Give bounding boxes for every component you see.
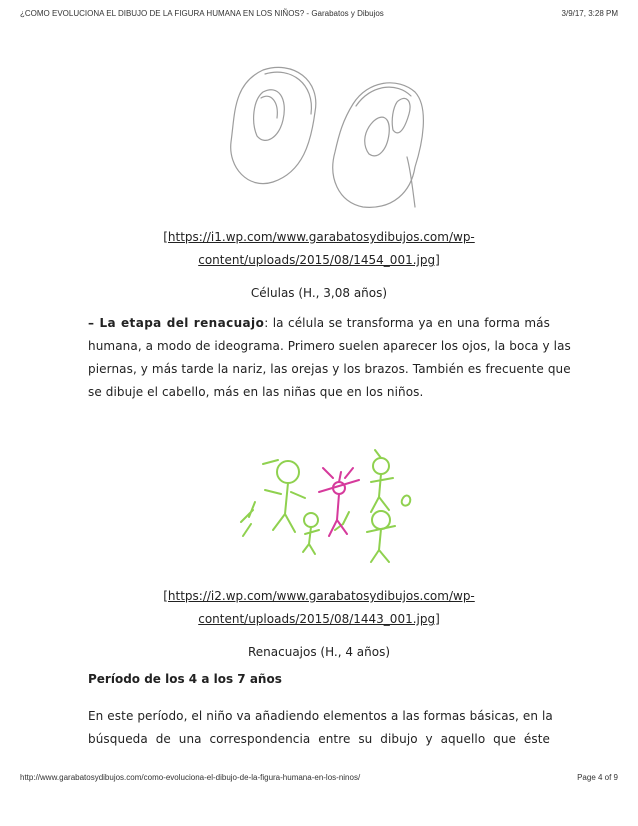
cells-drawing-image (193, 42, 445, 220)
figure1-caption: Células (H., 3,08 años) (250, 286, 388, 300)
renacuajo-paragraph (88, 312, 571, 404)
figure1-source-link[interactable] (0, 226, 638, 272)
renacuajo-line-3: piernas, y más tarde la nariz, las orejas y los brazos. También es frecuente que (88, 362, 571, 376)
renacuajo-term: – La etapa del renacuajo (88, 316, 265, 330)
print-header-datetime: 3/9/17, 3:28 PM (561, 9, 618, 18)
figure2-source-link[interactable] (0, 585, 638, 631)
tadpoles-drawing-svg (193, 402, 445, 578)
section-heading: Período de los 4 a los 7 años (88, 672, 282, 686)
renacuajo-line-1: : la célula se transforma ya en una forma más (264, 316, 550, 330)
figure2-link-line1[interactable]: [https://i2.wp.com/www.garabatosydibujos.com/wp- (163, 589, 475, 603)
renacuajo-line-2: humana, a modo de ideograma. Primero suelen aparecer los ojos, la boca y las (88, 339, 571, 353)
print-header-title: ¿COMO EVOLUCIONA EL DIBUJO DE LA FIGURA HUMANA EN LOS NIÑOS? - Garabatos y Dibujos (20, 9, 384, 18)
renacuajo-line-4: se dibuje el cabello, más en las niñas que en los niños. (88, 385, 424, 399)
figure2-link-line2[interactable]: content/uploads/2015/08/1443_001.jpg] (198, 612, 440, 626)
periodo-paragraph (88, 705, 553, 751)
figure1-link-line2[interactable]: content/uploads/2015/08/1454_001.jpg] (198, 253, 440, 267)
figure2-caption: Renacuajos (H., 4 años) (247, 645, 391, 659)
figure1-link-line1[interactable]: [https://i1.wp.com/www.garabatosydibujos.com/wp- (163, 230, 475, 244)
periodo-line-2: búsqueda de una correspondencia entre su dibujo y aquello que éste (88, 732, 550, 746)
periodo-line-1: En este período, el niño va añadiendo elementos a las formas básicas, en la (88, 709, 553, 723)
tadpoles-drawing-image (193, 402, 445, 578)
cells-drawing-svg (193, 42, 445, 220)
print-footer-page: Page 4 of 9 (577, 773, 618, 782)
print-footer-url: http://www.garabatosydibujos.com/como-evoluciona-el-dibujo-de-la-figura-humana-en-los-ninos/ (20, 773, 361, 782)
